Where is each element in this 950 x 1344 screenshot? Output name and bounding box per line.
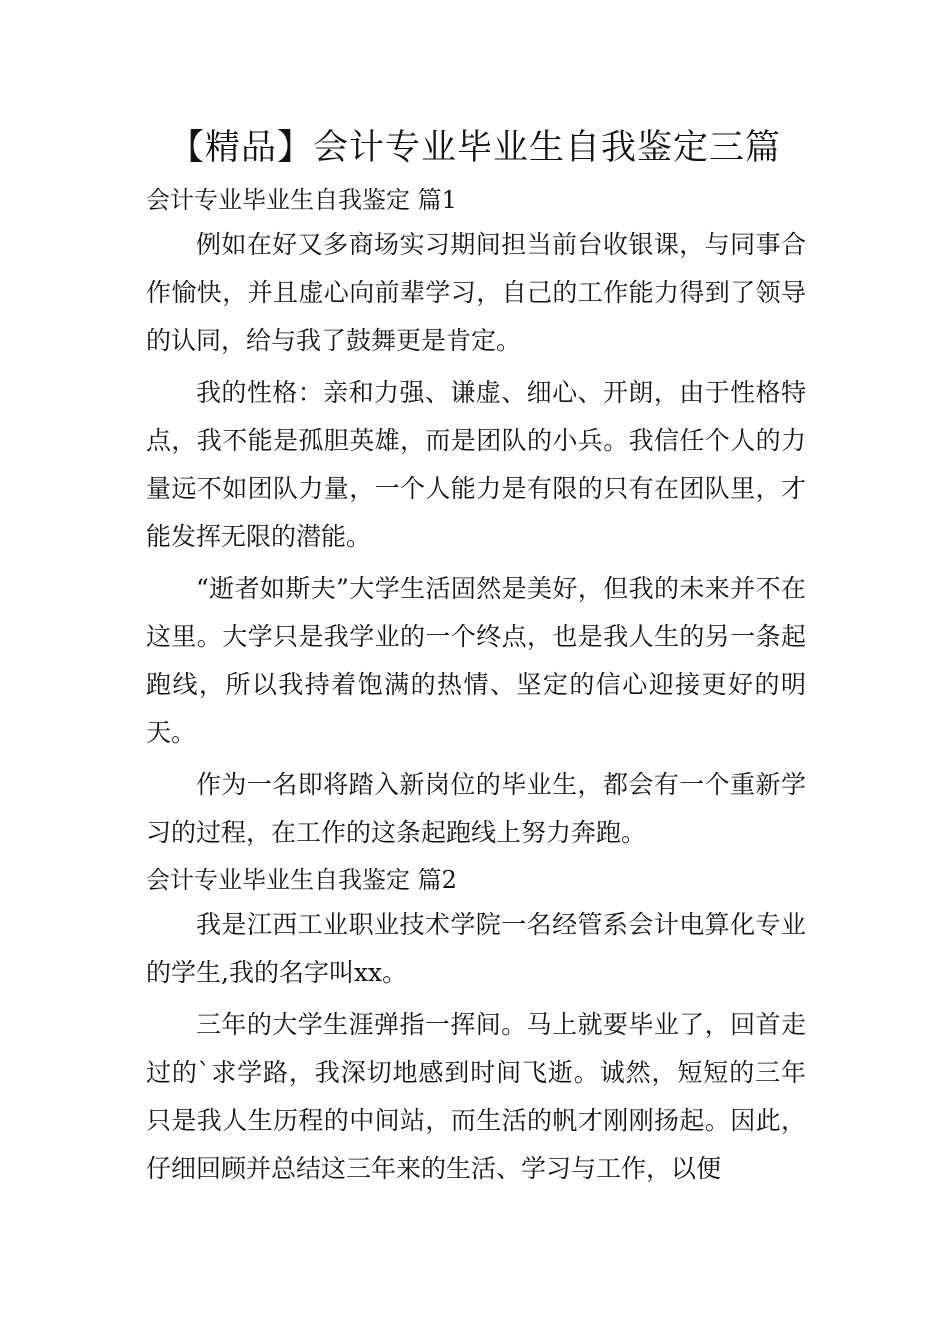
document-body bbox=[146, 181, 806, 1197]
section-heading: 会计专业毕业生自我鉴定 篇2 bbox=[146, 866, 457, 894]
document-title: 【精品】会计专业毕业生自我鉴定三篇 bbox=[168, 128, 781, 168]
paragraph: 我是江西工业职业技术学院一名经管系会计电算化专业的学生,我的名字叫xx。 bbox=[146, 910, 806, 987]
paragraph: 例如在好又多商场实习期间担当前台收银课，与同事合作愉快，并且虚心向前辈学习，自己的工作能力得到了领导的认同，给与我了鼓舞更是肯定。 bbox=[146, 230, 806, 355]
section-heading: 会计专业毕业生自我鉴定 篇1 bbox=[146, 186, 457, 214]
paragraph: “逝者如斯夫”大学生活固然是美好，但我的未来并不在这里。大学只是我学业的一个终点，也是我人生的另一条起跑线，所以我持着饱满的热情、坚定的信心迎接更好的明天。 bbox=[146, 574, 806, 747]
paragraph: 作为一名即将踏入新岗位的毕业生，都会有一个重新学习的过程，在工作的这条起跑线上努力奔跑。 bbox=[146, 770, 806, 847]
paragraph: 三年的大学生涯弹指一挥间。马上就要毕业了，回首走过的`求学路，我深切地感到时间飞逝。诚然，短短的三年只是我人生历程的中间站，而生活的帆才刚刚扬起。因此，仔细回顾并总结这三年来的生活、学习与工作，以便 bbox=[146, 1010, 806, 1183]
paragraph: 我的性格：亲和力强、谦虚、细心、开朗，由于性格特点，我不能是孤胆英雄，而是团队的小兵。我信任个人的力量远不如团队力量，一个人能力是有限的只有在团队里，才能发挥无限的潜能。 bbox=[146, 378, 806, 551]
